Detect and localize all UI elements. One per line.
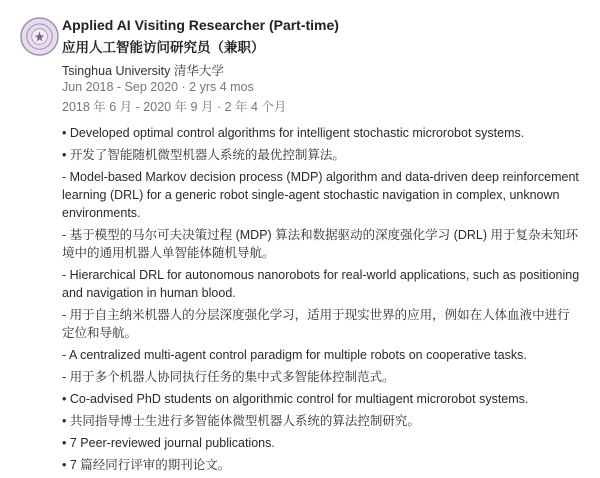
description-line: • Developed optimal control algorithms for intelligent stochastic microrobot systems. bbox=[62, 126, 525, 140]
description-line: • 7 Peer-reviewed journal publications. bbox=[62, 436, 275, 450]
job-description bbox=[62, 124, 582, 478]
employment-dates: Jun 2018 - Sep 2020 · 2 yrs 4 mos bbox=[62, 80, 254, 94]
description-line: - 用于自主纳米机器人的分层深度强化学习，适用于现实世界的应用，例如在人体血液中进行定位和导航。 bbox=[62, 308, 570, 340]
organization-name[interactable]: Tsinghua University 清华大学 bbox=[62, 64, 224, 78]
employment-dates-cn: 2018 年 6 月 - 2020 年 9 月 · 2 年 4 个月 bbox=[62, 100, 287, 114]
description-line: - Model-based Markov decision process (MDP) algorithm and data-driven deep reinforcement learning (DRL) for a generic robot single-agent stochastic navigation in complex, unknown environments. bbox=[62, 170, 579, 220]
description-line: • 开发了智能随机微型机器人系统的最优控制算法。 bbox=[62, 148, 345, 162]
job-title-cn: 应用人工智能访问研究员（兼职） bbox=[62, 40, 265, 55]
experience-header bbox=[62, 15, 339, 116]
description-line: - A centralized multi-agent control paradigm for multiple robots on cooperative tasks. bbox=[62, 348, 527, 362]
description-line: • 共同指导博士生进行多智能体微型机器人系统的算法控制研究。 bbox=[62, 414, 420, 428]
job-title[interactable]: Applied AI Visiting Researcher (Part-time) bbox=[62, 17, 339, 33]
description-line: • Co-advised PhD students on algorithmic control for multiagent microrobot systems. bbox=[62, 392, 529, 406]
description-line: - 基于模型的马尔可夫决策过程 (MDP) 算法和数据驱动的深度强化学习 (DRL) 用于复杂未知环境中的通用机器人单智能体随机导航。 bbox=[62, 228, 578, 260]
description-line: - Hierarchical DRL for autonomous nanorobots for real-world applications, such as positioning and navigation in human blood. bbox=[62, 268, 580, 300]
description-line: - 用于多个机器人协同执行任务的集中式多智能体控制范式。 bbox=[62, 370, 395, 384]
tsinghua-logo-icon[interactable] bbox=[20, 17, 59, 56]
description-line: • 7 篇经同行评审的期刊论文。 bbox=[62, 458, 231, 472]
